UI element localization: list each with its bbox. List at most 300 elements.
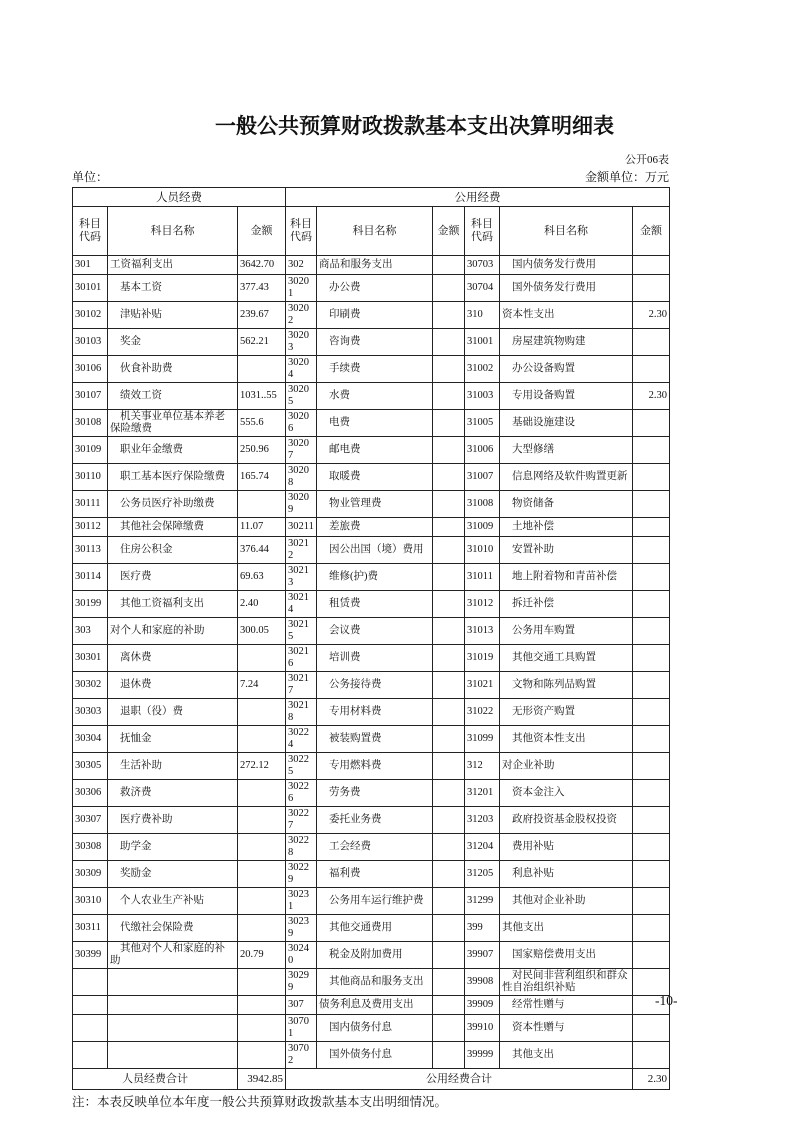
- subject-name-cell: 其他交通费用: [317, 915, 433, 942]
- amount-cell: [433, 302, 465, 329]
- public-total-value: 2.30: [633, 1069, 670, 1090]
- amount-cell: [633, 437, 670, 464]
- table-row: [73, 915, 670, 942]
- table-row: [73, 726, 670, 753]
- subject-name-cell: 生活补助: [108, 753, 238, 780]
- amount-cell: [238, 834, 286, 861]
- subject-name-cell: 办公设备购置: [500, 356, 633, 383]
- amount-cell: 376.44: [238, 537, 286, 564]
- subject-name-cell: 对企业补助: [500, 753, 633, 780]
- subject-name-cell: 经常性赠与: [500, 996, 633, 1015]
- subject-name-cell: 拆迁补偿: [500, 591, 633, 618]
- amount-cell: 300.05: [238, 618, 286, 645]
- subject-code-cell: 31012: [465, 591, 500, 618]
- table-row: [73, 753, 670, 780]
- personnel-total-label: 人员经费合计: [73, 1069, 238, 1090]
- amount-cell: [433, 410, 465, 437]
- amount-cell: [433, 437, 465, 464]
- amount-cell: [433, 564, 465, 591]
- subject-code-cell: 30306: [73, 780, 108, 807]
- amount-cell: [433, 753, 465, 780]
- subject-name-cell: 邮电费: [317, 437, 433, 464]
- subject-name-cell: 费用补贴: [500, 834, 633, 861]
- table-row: [73, 942, 670, 969]
- table-row: [73, 861, 670, 888]
- subject-code-cell: [73, 969, 108, 996]
- subject-code-cell: 30205: [286, 383, 317, 410]
- amount-cell: [433, 888, 465, 915]
- amount-cell: [633, 942, 670, 969]
- table-row: [73, 356, 670, 383]
- subject-code-cell: 31021: [465, 672, 500, 699]
- amount-cell: [433, 942, 465, 969]
- subject-code-cell: 30110: [73, 464, 108, 491]
- subject-name-cell: 其他对企业补助: [500, 888, 633, 915]
- subject-code-cell: 30213: [286, 564, 317, 591]
- subject-code-cell: 30212: [286, 537, 317, 564]
- subject-name-cell: 奖励金: [108, 861, 238, 888]
- table-row: [73, 256, 670, 275]
- amount-cell: 20.79: [238, 942, 286, 969]
- subject-code-cell: 30203: [286, 329, 317, 356]
- subject-code-cell: 30108: [73, 410, 108, 437]
- subject-code-cell: 30228: [286, 834, 317, 861]
- amount-cell: [433, 834, 465, 861]
- amount-cell: [433, 699, 465, 726]
- subject-code-cell: 30217: [286, 672, 317, 699]
- amount-cell: [633, 275, 670, 302]
- table-row: [73, 780, 670, 807]
- subject-code-cell: [73, 996, 108, 1015]
- personnel-total-value: 3942.85: [238, 1069, 286, 1090]
- amount-cell: [238, 807, 286, 834]
- subject-name-cell: 绩效工资: [108, 383, 238, 410]
- subject-code-cell: 30207: [286, 437, 317, 464]
- subject-code-cell: 31001: [465, 329, 500, 356]
- amount-cell: [633, 618, 670, 645]
- subject-name-cell: 资本性支出: [500, 302, 633, 329]
- amount-cell: 272.12: [238, 753, 286, 780]
- amount-cell: [433, 645, 465, 672]
- amount-cell: [433, 1015, 465, 1042]
- amount-cell: 7.24: [238, 672, 286, 699]
- public-total-label: 公用经费合计: [286, 1069, 633, 1090]
- subject-code-cell: 31010: [465, 537, 500, 564]
- subject-name-cell: 维修(护)费: [317, 564, 433, 591]
- subject-name-cell: 代缴社会保险费: [108, 915, 238, 942]
- subject-code-cell: 30303: [73, 699, 108, 726]
- totals-row: [73, 1069, 670, 1090]
- subject-name-cell: 电费: [317, 410, 433, 437]
- amount-cell: 377.43: [238, 275, 286, 302]
- subject-code-cell: 31019: [465, 645, 500, 672]
- subject-name-cell: 办公费: [317, 275, 433, 302]
- subject-name-cell: 基本工资: [108, 275, 238, 302]
- amount-cell: [238, 888, 286, 915]
- col-header-subject-name: 科目名称: [500, 207, 633, 256]
- subject-code-cell: 312: [465, 753, 500, 780]
- subject-code-cell: 31022: [465, 699, 500, 726]
- subject-name-cell: 土地补偿: [500, 518, 633, 537]
- table-row: [73, 302, 670, 329]
- amount-cell: [633, 645, 670, 672]
- subject-name-cell: 助学金: [108, 834, 238, 861]
- amount-cell: [238, 861, 286, 888]
- table-row: [73, 591, 670, 618]
- amount-cell: [433, 618, 465, 645]
- subject-code-cell: 30114: [73, 564, 108, 591]
- subject-code-cell: 30101: [73, 275, 108, 302]
- subject-code-cell: 31008: [465, 491, 500, 518]
- amount-cell: 2.30: [633, 302, 670, 329]
- subject-name-cell: [108, 1042, 238, 1069]
- amount-cell: [433, 491, 465, 518]
- amount-cell: [238, 1015, 286, 1042]
- subject-name-cell: 国内债务发行费用: [500, 256, 633, 275]
- subject-code-cell: 31299: [465, 888, 500, 915]
- subject-name-cell: 国外债务发行费用: [500, 275, 633, 302]
- amount-cell: [633, 256, 670, 275]
- amount-cell: [633, 491, 670, 518]
- subject-name-cell: 文物和陈列品购置: [500, 672, 633, 699]
- subject-name-cell: 安置补助: [500, 537, 633, 564]
- subject-code-cell: 30239: [286, 915, 317, 942]
- column-header-row: [73, 207, 670, 256]
- subject-name-cell: 被装购置费: [317, 726, 433, 753]
- subject-code-cell: 30202: [286, 302, 317, 329]
- group-public-funds: 公用经费: [286, 188, 670, 207]
- col-header-subject-name: 科目名称: [108, 207, 238, 256]
- subject-name-cell: 工会经费: [317, 834, 433, 861]
- subject-code-cell: 30209: [286, 491, 317, 518]
- subject-code-cell: 39999: [465, 1042, 500, 1069]
- subject-name-cell: 国外债务付息: [317, 1042, 433, 1069]
- subject-code-cell: 399: [465, 915, 500, 942]
- table-row: [73, 410, 670, 437]
- subject-code-cell: 30229: [286, 861, 317, 888]
- amount-cell: [633, 410, 670, 437]
- subject-code-cell: 30102: [73, 302, 108, 329]
- table-row: [73, 834, 670, 861]
- table-row: [73, 491, 670, 518]
- subject-code-cell: 30311: [73, 915, 108, 942]
- amount-cell: [238, 356, 286, 383]
- subject-name-cell: 资本金注入: [500, 780, 633, 807]
- amount-cell: 1031..55: [238, 383, 286, 410]
- table-row: [73, 699, 670, 726]
- subject-name-cell: 公务接待费: [317, 672, 433, 699]
- amount-cell: [238, 1042, 286, 1069]
- subject-name-cell: 奖金: [108, 329, 238, 356]
- subject-name-cell: [108, 969, 238, 996]
- subject-name-cell: 物业管理费: [317, 491, 433, 518]
- table-row: [73, 888, 670, 915]
- subject-name-cell: 其他商品和服务支出: [317, 969, 433, 996]
- subject-code-cell: 310: [465, 302, 500, 329]
- table-row: [73, 969, 670, 996]
- subject-name-cell: 租赁费: [317, 591, 433, 618]
- subject-code-cell: 31099: [465, 726, 500, 753]
- subject-code-cell: 31201: [465, 780, 500, 807]
- table-note: 注：本表反映单位本年度一般公共预算财政拨款基本支出明细情况。: [72, 1095, 448, 1109]
- amount-cell: [633, 537, 670, 564]
- amount-cell: [633, 807, 670, 834]
- subject-code-cell: 30103: [73, 329, 108, 356]
- subject-name-cell: 信息网络及软件购置更新: [500, 464, 633, 491]
- subject-name-cell: 国家赔偿费用支出: [500, 942, 633, 969]
- subject-name-cell: 其他工资福利支出: [108, 591, 238, 618]
- subject-name-cell: 对民间非营利组织和群众性自治组织补贴: [500, 969, 633, 996]
- subject-code-cell: 30204: [286, 356, 317, 383]
- subject-name-cell: 退职（役）费: [108, 699, 238, 726]
- subject-code-cell: 30199: [73, 591, 108, 618]
- subject-name-cell: 退休费: [108, 672, 238, 699]
- subject-code-cell: 39908: [465, 969, 500, 996]
- subject-name-cell: 大型修缮: [500, 437, 633, 464]
- table-row: [73, 537, 670, 564]
- amount-cell: [633, 591, 670, 618]
- subject-code-cell: 30208: [286, 464, 317, 491]
- subject-code-cell: 31006: [465, 437, 500, 464]
- table-row: [73, 1042, 670, 1069]
- subject-name-cell: 个人农业生产补贴: [108, 888, 238, 915]
- amount-cell: 11.07: [238, 518, 286, 537]
- table-row: [73, 1015, 670, 1042]
- amount-cell: [633, 753, 670, 780]
- subject-name-cell: 地上附着物和青苗补偿: [500, 564, 633, 591]
- unit-label: 单位：: [72, 170, 109, 184]
- subject-code-cell: 307: [286, 996, 317, 1015]
- table-row: [73, 672, 670, 699]
- table-row: [73, 618, 670, 645]
- amount-cell: [633, 834, 670, 861]
- subject-name-cell: 商品和服务支出: [317, 256, 433, 275]
- amount-cell: [433, 861, 465, 888]
- subject-name-cell: 劳务费: [317, 780, 433, 807]
- col-header-amount: 金额: [238, 207, 286, 256]
- subject-name-cell: 税金及附加费用: [317, 942, 433, 969]
- subject-code-cell: 30215: [286, 618, 317, 645]
- group-personnel-funds: 人员经费: [73, 188, 286, 207]
- amount-cell: [633, 861, 670, 888]
- subject-name-cell: 其他支出: [500, 915, 633, 942]
- subject-name-cell: 培训费: [317, 645, 433, 672]
- subject-name-cell: 物资储备: [500, 491, 633, 518]
- amount-cell: [433, 256, 465, 275]
- subject-name-cell: 机关事业单位基本养老保险缴费: [108, 410, 238, 437]
- amount-cell: [433, 591, 465, 618]
- expenditure-detail-table: [72, 187, 670, 1090]
- subject-name-cell: 差旅费: [317, 518, 433, 537]
- subject-code-cell: 30304: [73, 726, 108, 753]
- subject-code-cell: 30216: [286, 645, 317, 672]
- amount-cell: 239.67: [238, 302, 286, 329]
- document-content: [72, 114, 669, 1110]
- subject-code-cell: 31003: [465, 383, 500, 410]
- subject-code-cell: 30701: [286, 1015, 317, 1042]
- subject-code-cell: 30307: [73, 807, 108, 834]
- subject-name-cell: 咨询费: [317, 329, 433, 356]
- subject-name-cell: 会议费: [317, 618, 433, 645]
- table-row: [73, 518, 670, 537]
- amount-cell: [633, 518, 670, 537]
- amount-cell: [433, 537, 465, 564]
- amount-cell: [238, 491, 286, 518]
- amount-cell: [633, 464, 670, 491]
- subject-code-cell: 31205: [465, 861, 500, 888]
- subject-name-cell: 委托业务费: [317, 807, 433, 834]
- amount-cell: 3642.70: [238, 256, 286, 275]
- subject-name-cell: 福利费: [317, 861, 433, 888]
- amount-cell: [433, 672, 465, 699]
- subject-code-cell: 30240: [286, 942, 317, 969]
- subject-name-cell: 资本性赠与: [500, 1015, 633, 1042]
- amount-cell: [633, 1042, 670, 1069]
- subject-name-cell: 利息补贴: [500, 861, 633, 888]
- subject-name-cell: 其他资本性支出: [500, 726, 633, 753]
- subject-code-cell: 30107: [73, 383, 108, 410]
- subject-name-cell: 伙食补助费: [108, 356, 238, 383]
- amount-cell: [633, 1015, 670, 1042]
- subject-name-cell: 其他对个人和家庭的补助: [108, 942, 238, 969]
- col-header-subject-code: 科目代码: [286, 207, 317, 256]
- subject-code-cell: 30302: [73, 672, 108, 699]
- subject-code-cell: 301: [73, 256, 108, 275]
- subject-code-cell: [73, 1042, 108, 1069]
- subject-name-cell: 其他交通工具购置: [500, 645, 633, 672]
- amount-cell: [433, 969, 465, 996]
- amount-cell: [433, 329, 465, 356]
- form-code: 公开06表: [625, 154, 669, 166]
- amount-cell: 165.74: [238, 464, 286, 491]
- page-title: 一般公共预算财政拨款基本支出决算明细表: [215, 115, 614, 138]
- subject-code-cell: 30231: [286, 888, 317, 915]
- table-row: [73, 564, 670, 591]
- amount-cell: 562.21: [238, 329, 286, 356]
- subject-code-cell: 30299: [286, 969, 317, 996]
- subject-name-cell: 津贴补贴: [108, 302, 238, 329]
- subject-name-cell: 公务员医疗补助缴费: [108, 491, 238, 518]
- col-header-subject-code: 科目代码: [465, 207, 500, 256]
- subject-name-cell: 无形资产购置: [500, 699, 633, 726]
- col-header-subject-name: 科目名称: [317, 207, 433, 256]
- subject-code-cell: 39909: [465, 996, 500, 1015]
- subject-code-cell: 30308: [73, 834, 108, 861]
- subject-code-cell: 30224: [286, 726, 317, 753]
- subject-name-cell: [108, 996, 238, 1015]
- amount-cell: 250.96: [238, 437, 286, 464]
- subject-code-cell: 302: [286, 256, 317, 275]
- meta-row: [72, 170, 669, 185]
- amount-cell: [633, 969, 670, 996]
- amount-cell: [433, 518, 465, 537]
- table-row: [73, 383, 670, 410]
- subject-name-cell: 房屋建筑物购建: [500, 329, 633, 356]
- subject-code-cell: 31007: [465, 464, 500, 491]
- subject-code-cell: 30201: [286, 275, 317, 302]
- subject-name-cell: 专用材料费: [317, 699, 433, 726]
- amount-cell: [633, 888, 670, 915]
- amount-cell: [433, 464, 465, 491]
- table-row: [73, 464, 670, 491]
- subject-name-cell: 基础设施建设: [500, 410, 633, 437]
- subject-name-cell: 取暖费: [317, 464, 433, 491]
- col-header-amount: 金额: [433, 207, 465, 256]
- table-row: [73, 329, 670, 356]
- amount-cell: [433, 915, 465, 942]
- amount-cell: [633, 780, 670, 807]
- subject-name-cell: 国内债务付息: [317, 1015, 433, 1042]
- subject-code-cell: 30206: [286, 410, 317, 437]
- subject-code-cell: 30399: [73, 942, 108, 969]
- table-row: [73, 807, 670, 834]
- amount-cell: [433, 726, 465, 753]
- table-row: [73, 645, 670, 672]
- subject-code-cell: 30301: [73, 645, 108, 672]
- subject-name-cell: 政府投资基金股权投资: [500, 807, 633, 834]
- subject-code-cell: 30112: [73, 518, 108, 537]
- amount-cell: [633, 915, 670, 942]
- amount-cell: [238, 969, 286, 996]
- amount-cell: 2.40: [238, 591, 286, 618]
- subject-name-cell: 印刷费: [317, 302, 433, 329]
- amount-cell: [633, 329, 670, 356]
- table-row: [73, 996, 670, 1015]
- amount-cell: [238, 645, 286, 672]
- amount-cell: [433, 807, 465, 834]
- subject-name-cell: 专用燃料费: [317, 753, 433, 780]
- subject-code-cell: 30225: [286, 753, 317, 780]
- subject-code-cell: 30310: [73, 888, 108, 915]
- amount-cell: [433, 780, 465, 807]
- subject-code-cell: 30214: [286, 591, 317, 618]
- subject-name-cell: 离休费: [108, 645, 238, 672]
- subject-code-cell: 30113: [73, 537, 108, 564]
- subject-code-cell: 31203: [465, 807, 500, 834]
- subject-code-cell: 30227: [286, 807, 317, 834]
- subject-name-cell: 公务用车购置: [500, 618, 633, 645]
- subject-name-cell: 其他支出: [500, 1042, 633, 1069]
- amount-cell: [433, 996, 465, 1015]
- amount-cell: [238, 780, 286, 807]
- subject-code-cell: 31011: [465, 564, 500, 591]
- amount-cell: 2.30: [633, 383, 670, 410]
- amount-cell: 555.6: [238, 410, 286, 437]
- subject-name-cell: 医疗费补助: [108, 807, 238, 834]
- amount-cell: [238, 915, 286, 942]
- subject-name-cell: 其他社会保障缴费: [108, 518, 238, 537]
- amount-cell: [633, 564, 670, 591]
- subject-name-cell: 职工基本医疗保险缴费: [108, 464, 238, 491]
- subject-code-cell: 30106: [73, 356, 108, 383]
- subject-name-cell: 医疗费: [108, 564, 238, 591]
- subject-code-cell: 30305: [73, 753, 108, 780]
- subject-code-cell: 30309: [73, 861, 108, 888]
- subject-name-cell: [108, 1015, 238, 1042]
- subject-name-cell: 抚恤金: [108, 726, 238, 753]
- table-row: [73, 437, 670, 464]
- amount-cell: 69.63: [238, 564, 286, 591]
- table-row: [73, 275, 670, 302]
- subject-code-cell: [73, 1015, 108, 1042]
- subject-name-cell: 公务用车运行维护费: [317, 888, 433, 915]
- subject-name-cell: 对个人和家庭的补助: [108, 618, 238, 645]
- amount-cell: [238, 699, 286, 726]
- subject-code-cell: 30702: [286, 1042, 317, 1069]
- amount-cell: [633, 726, 670, 753]
- subject-code-cell: 31005: [465, 410, 500, 437]
- amount-cell: [433, 1042, 465, 1069]
